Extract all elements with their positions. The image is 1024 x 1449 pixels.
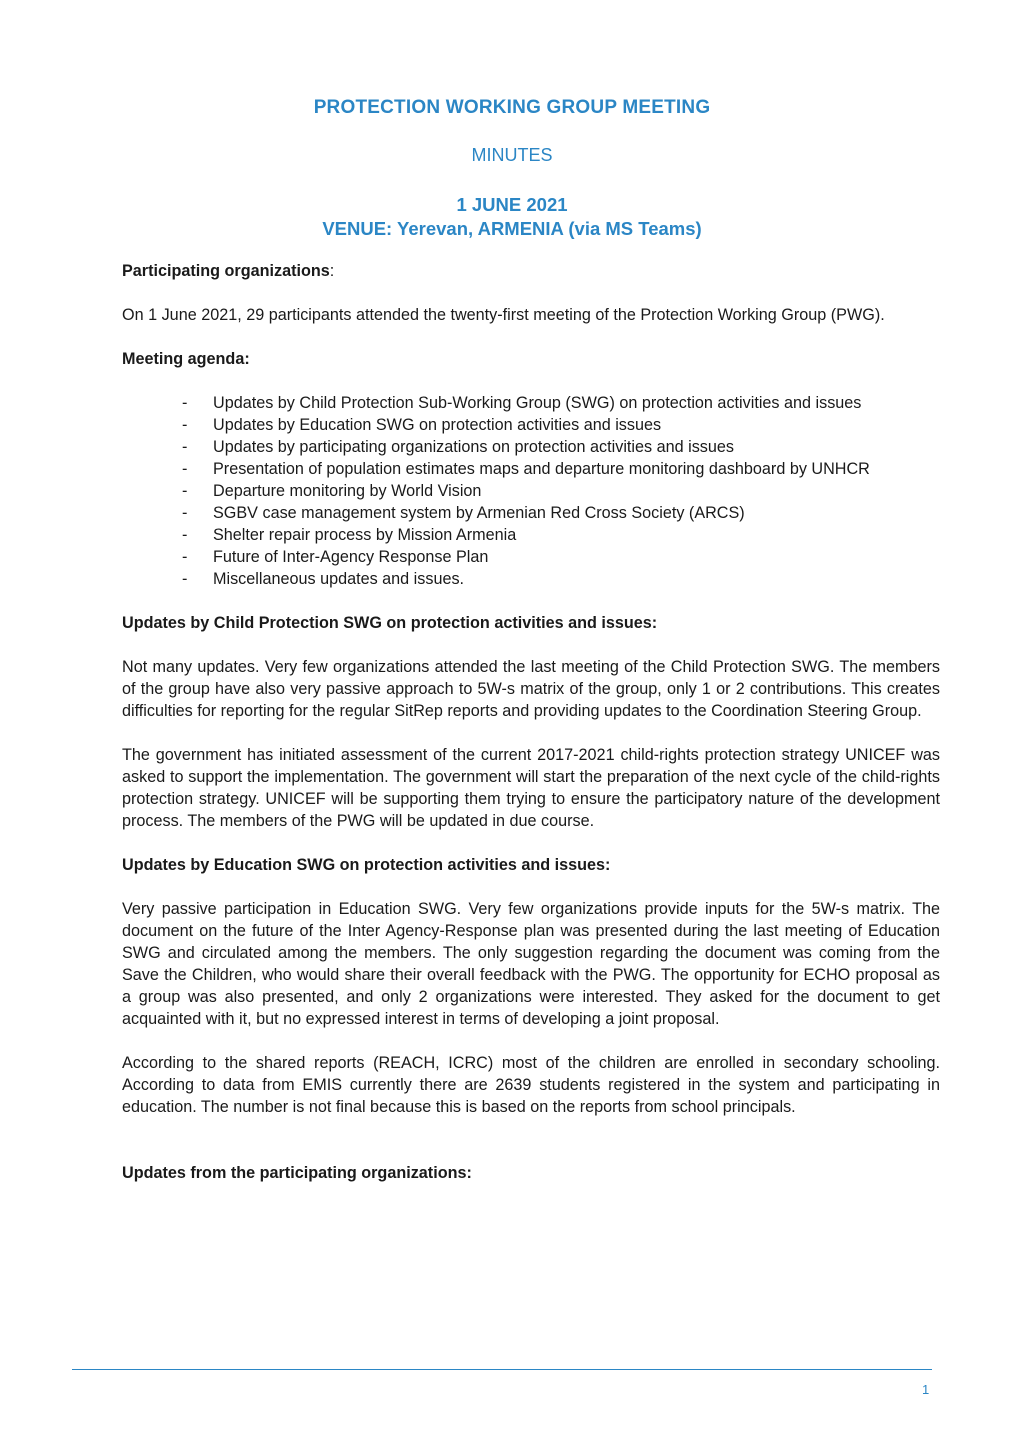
agenda-item bbox=[182, 524, 940, 546]
list-dash: - bbox=[182, 570, 188, 588]
list-dash: - bbox=[182, 438, 188, 456]
meeting-venue: VENUE: Yerevan, ARMENIA (via MS Teams) bbox=[322, 218, 702, 239]
page-number: 1 bbox=[922, 1382, 930, 1397]
participants-heading-colon: : bbox=[329, 262, 335, 280]
child-protection-paragraph-1: Not many updates. Very few organizations attended the last meeting of the Child Protection SWG. The members of the group have also very passive approach to 5W-s matrix of the group, only 1 or 2 contributions. This creates difficulties for reporting for the regular SitRep reports and providing updates to the Coordination Steering Group. bbox=[122, 658, 940, 720]
list-dash: - bbox=[182, 416, 188, 434]
document-title: PROTECTION WORKING GROUP MEETING bbox=[313, 97, 711, 118]
agenda-list bbox=[182, 392, 940, 590]
agenda-item-text: Miscellaneous updates and issues. bbox=[213, 570, 465, 588]
list-dash: - bbox=[182, 504, 188, 522]
agenda-item-text: Updates by participating organizations on protection activities and issues bbox=[213, 438, 734, 456]
child-protection-paragraph-2: The government has initiated assessment of the current 2017-2021 child-rights protection strategy UNICEF was asked to support the implementation. The government will start the preparation of the next cycle of the child-rights protection strategy. UNICEF will be supporting them trying to ensure the participatory nature of the development process. The members of the PWG will be updated in due course. bbox=[122, 746, 940, 830]
agenda-item bbox=[182, 502, 940, 524]
agenda-item-text: Updates by Child Protection Sub-Working Group (SWG) on protection activities and issues bbox=[213, 394, 862, 412]
education-heading: Updates by Education SWG on protection activities and issues: bbox=[122, 856, 611, 874]
document-body bbox=[122, 260, 940, 1184]
list-dash: - bbox=[182, 482, 188, 500]
participants-heading-text: Participating organizations bbox=[122, 262, 330, 280]
agenda-item-text: Presentation of population estimates maps and departure monitoring dashboard by UNHCR bbox=[213, 460, 870, 478]
agenda-item-text: Updates by Education SWG on protection activities and issues bbox=[213, 416, 662, 434]
agenda-item bbox=[182, 436, 940, 458]
participants-heading bbox=[122, 260, 940, 282]
education-paragraph-2: According to the shared reports (REACH, ICRC) most of the children are enrolled in secondary schooling. According to data from EMIS currently there are 2639 students registered in the system and participating in education. The number is not final because this is based on the reports from school principals. bbox=[122, 1054, 940, 1116]
education-paragraph-1: Very passive participation in Education SWG. Very few organizations provide inputs for the 5W-s matrix. The document on the future of the Inter Agency-Response plan was presented during the last meeting of Education SWG and circulated among the members. The only suggestion regarding the document was coming from the Save the Children, who would share their overall feedback with the PWG. The opportunity for ECHO proposal as a group was also presented, and only 2 organizations were interested. They asked for the document to get acquainted with it, but no expressed interest in terms of developing a joint proposal. bbox=[122, 900, 940, 1028]
agenda-item-text: Departure monitoring by World Vision bbox=[213, 482, 482, 500]
meeting-date-venue bbox=[0, 193, 1024, 241]
agenda-item bbox=[182, 480, 940, 502]
agenda-item bbox=[182, 392, 940, 414]
agenda-item bbox=[182, 546, 940, 568]
list-dash: - bbox=[182, 526, 188, 544]
agenda-heading: Meeting agenda: bbox=[122, 350, 250, 368]
agenda-item-text: Future of Inter-Agency Response Plan bbox=[213, 548, 489, 566]
agenda-item bbox=[182, 568, 940, 590]
list-dash: - bbox=[182, 394, 188, 412]
child-protection-heading: Updates by Child Protection SWG on protection activities and issues: bbox=[122, 614, 658, 632]
meeting-date: 1 JUNE 2021 bbox=[456, 194, 568, 215]
participants-text: On 1 June 2021, 29 participants attended the twenty-first meeting of the Protection Working Group (PWG). bbox=[122, 306, 885, 324]
agenda-item bbox=[182, 458, 940, 480]
list-dash: - bbox=[182, 460, 188, 478]
footer-divider bbox=[72, 1369, 932, 1370]
participating-updates-heading: Updates from the participating organizations: bbox=[122, 1164, 472, 1182]
agenda-item-text: Shelter repair process by Mission Armenia bbox=[213, 526, 517, 544]
list-dash: - bbox=[182, 548, 188, 566]
document-subtitle: MINUTES bbox=[471, 145, 553, 165]
agenda-item-text: SGBV case management system by Armenian Red Cross Society (ARCS) bbox=[213, 504, 745, 522]
agenda-item bbox=[182, 414, 940, 436]
